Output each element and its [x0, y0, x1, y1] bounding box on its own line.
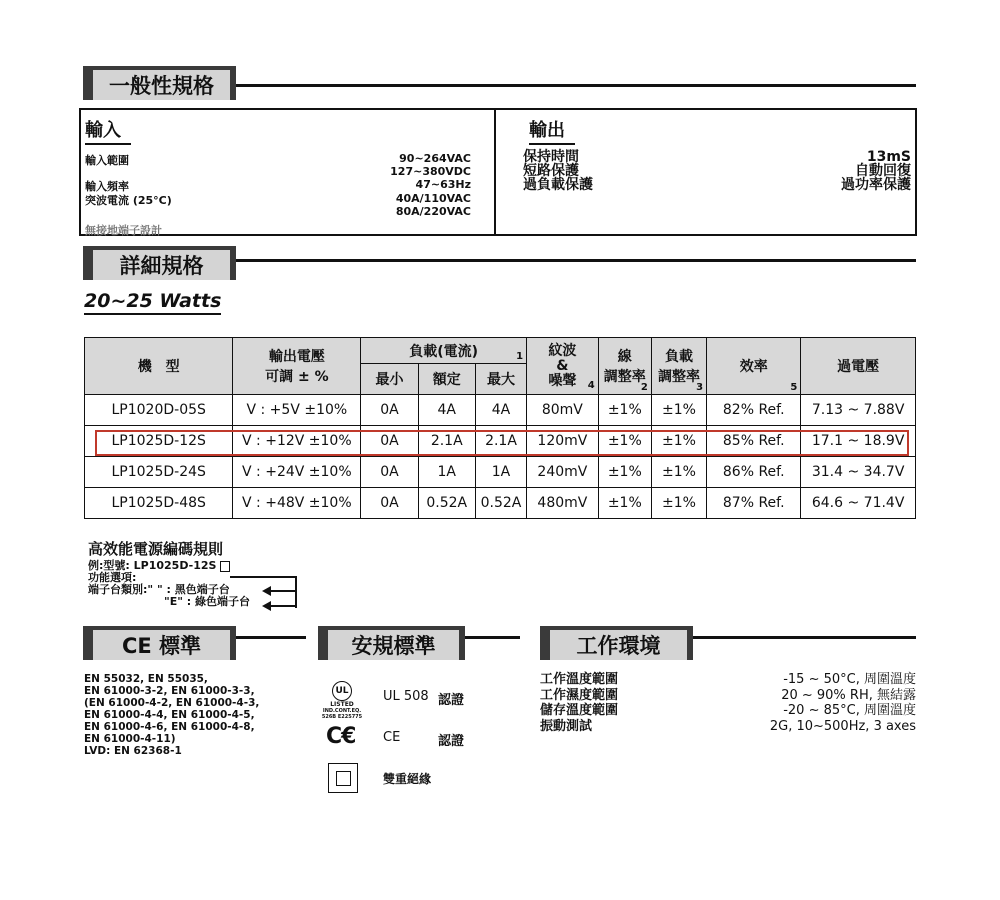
ce-cert: 認證: [438, 734, 465, 749]
table-cell: LP1025D-12S: [85, 426, 233, 457]
section-detail-header: [83, 246, 236, 280]
table-cell: 480mV: [527, 488, 599, 519]
ce-standard-item: LVD: EN 62368-1: [84, 745, 182, 757]
coding-example-text: 例:型號: LP1025D-12S: [88, 559, 217, 572]
arrow-head-1: [262, 586, 271, 596]
table-cell: 0.52A: [475, 488, 526, 519]
input-range-dc: 127~380VDC: [390, 165, 471, 178]
th-voltage: [233, 338, 361, 395]
ul-name: UL 508: [383, 689, 429, 704]
short-protect-value: 自動回復: [855, 163, 911, 179]
section-ce-title: CE 標準: [121, 634, 202, 658]
ul-mark-icon: UL: [332, 681, 352, 701]
table-row: [85, 457, 916, 488]
table-cell: 2.1A: [475, 426, 526, 457]
input-range-label: 輸入範圍: [85, 154, 129, 167]
ce-standard-item: EN 61000-4-6, EN 61000-4-8,: [84, 721, 255, 733]
env-vibration-label: 振動測試: [540, 718, 593, 734]
section-safety-header: [318, 626, 465, 660]
section-ce-header: [83, 626, 236, 660]
th-load-reg: [651, 338, 706, 395]
table-cell: 31.4 ~ 34.7V: [801, 457, 916, 488]
table-cell: 1A: [418, 457, 475, 488]
th-load-note: 1: [516, 351, 524, 363]
table-cell: 87% Ref.: [707, 488, 801, 519]
table-cell: ±1%: [651, 457, 706, 488]
watts-title: 20~25 Watts: [84, 290, 221, 315]
th-ripple-line3: 噪聲: [548, 372, 577, 389]
input-range-values: [390, 152, 471, 178]
ul-logo-line2: IND.CONT.EQ.: [322, 708, 362, 714]
env-op-humidity-label: 工作濕度範圍: [540, 687, 619, 703]
th-ripple-line2: &: [556, 357, 569, 374]
th-line-reg: [598, 338, 651, 395]
table-cell: 86% Ref.: [707, 457, 801, 488]
coding-terminal-e: "E" : 綠色端子台: [164, 595, 251, 608]
table-cell: ±1%: [651, 395, 706, 426]
highlight-row-box: [95, 430, 909, 456]
section-general-title: 一般性規格: [109, 74, 214, 98]
table-cell: 120mV: [527, 426, 599, 457]
section-general-rule: [236, 84, 916, 87]
table-cell: 0.52A: [418, 488, 475, 519]
table-cell: ±1%: [651, 426, 706, 457]
coding-option-box: [220, 561, 230, 572]
th-line-reg-line1: 線: [617, 349, 632, 365]
th-model: 機 型: [85, 338, 233, 395]
table-row: [85, 395, 916, 426]
th-max: 最大: [475, 364, 526, 395]
ul-logo-listed: LISTED: [330, 701, 354, 708]
hold-time-value: 13mS: [866, 149, 911, 165]
section-general-header: [83, 66, 236, 100]
env-storage-temp-label: 儲存溫度範圍: [540, 703, 619, 718]
ul-logo-line3: 526B E225775: [321, 714, 363, 720]
section-ce-rule: [236, 636, 306, 639]
table-cell: 7.13 ~ 7.88V: [801, 395, 916, 426]
inrush-label: 突波電流 (25°C): [85, 194, 172, 207]
table-cell: LP1025D-24S: [85, 457, 233, 488]
th-load-reg-line2: 調整率: [658, 369, 701, 385]
double-insulation-icon: [328, 763, 358, 793]
table-cell: LP1025D-48S: [85, 488, 233, 519]
table-cell: 4A: [475, 395, 526, 426]
ce-standard-item: EN 55032, EN 55035,: [84, 673, 208, 685]
hold-time-label: 保持時間: [523, 149, 579, 165]
th-rated: 額定: [418, 364, 475, 395]
inrush-110: 40A/110VAC: [395, 192, 471, 205]
th-voltage-line1: 輸出電壓: [268, 349, 325, 365]
arrow-line-1: [270, 590, 297, 592]
table-cell: V : +12V ±10%: [233, 426, 361, 457]
section-safety-rule: [465, 636, 520, 639]
ce-mark-icon: C€: [326, 724, 356, 749]
table-cell: ±1%: [598, 395, 651, 426]
th-ripple: [527, 338, 599, 395]
section-safety-title: 安規標準: [351, 634, 436, 658]
arrow-head-2: [262, 601, 271, 611]
table-cell: LP1020D-05S: [85, 395, 233, 426]
section-env-header: [540, 626, 693, 660]
table-cell: V : +24V ±10%: [233, 457, 361, 488]
ul-cert: 認證: [438, 693, 465, 708]
env-op-humidity-value: 20 ~ 90% RH, 無結露: [781, 687, 916, 703]
env-storage-temp-value: -20 ~ 85°C, 周圍溫度: [783, 703, 916, 718]
table-cell: 4A: [418, 395, 475, 426]
table-cell: 0A: [361, 426, 418, 457]
overload-protect-value: 過功率保護: [841, 177, 911, 193]
th-eff-note: 5: [790, 382, 798, 393]
general-spec-box: [79, 108, 917, 236]
table-cell: ±1%: [598, 488, 651, 519]
table-cell: V : +5V ±10%: [233, 395, 361, 426]
table-cell: 0A: [361, 488, 418, 519]
table-cell: 80mV: [527, 395, 599, 426]
input-freq-label: 輸入頻率: [85, 180, 129, 193]
env-values: [770, 672, 916, 734]
section-detail-rule: [236, 259, 916, 262]
general-divider: [494, 110, 496, 234]
ce-standard-item: (EN 61000-4-2, EN 61000-4-3,: [84, 697, 260, 709]
env-op-temp-label: 工作溫度範圍: [540, 672, 619, 687]
overload-protect-label: 過負載保護: [523, 177, 593, 193]
arrow-line-2: [270, 605, 297, 607]
inrush-220: 80A/220VAC: [395, 205, 471, 218]
th-ovp: 過電壓: [801, 338, 916, 395]
table-cell: 0A: [361, 395, 418, 426]
table-cell: 85% Ref.: [707, 426, 801, 457]
section-detail-title: 詳細規格: [119, 254, 204, 278]
th-min: 最小: [361, 364, 418, 395]
ce-standard-item: EN 61000-4-4, EN 61000-4-5,: [84, 709, 255, 721]
th-load: [361, 338, 527, 364]
section-env-rule: [693, 636, 916, 639]
coding-terminal: 端子台類別:" " : 黑色端子台: [88, 583, 230, 596]
th-eff-label: 效率: [739, 359, 768, 375]
coding-title: 高效能電源編碼規則: [88, 540, 224, 558]
th-load-label: 負載(電流): [409, 343, 479, 360]
table-cell: ±1%: [651, 488, 706, 519]
arrow-top: [230, 576, 297, 578]
coding-option: 功能選項:: [88, 571, 137, 584]
inrush-values: [396, 192, 471, 218]
table-cell: 1A: [475, 457, 526, 488]
th-ripple-note: 4: [587, 380, 595, 391]
coding-rule: [88, 538, 250, 608]
ce-standard-item: EN 61000-4-11): [84, 733, 176, 745]
short-protect-label: 短路保護: [523, 163, 579, 179]
input-range-ac: 90~264VAC: [399, 152, 471, 165]
spec-table: [84, 337, 916, 519]
ce-name: CE: [383, 730, 401, 745]
no-ground-note: 無接地端子設計: [85, 224, 162, 237]
th-voltage-line2: 可調 ± %: [265, 369, 329, 385]
table-cell: 2.1A: [418, 426, 475, 457]
ul-logo: [312, 681, 372, 721]
section-env-title: 工作環境: [576, 634, 661, 658]
table-cell: 82% Ref.: [707, 395, 801, 426]
output-values: [841, 150, 911, 192]
th-load-reg-line1: 負載: [665, 349, 694, 365]
ce-standard-item: EN 61000-3-2, EN 61000-3-3,: [84, 685, 255, 697]
table-cell: 17.1 ~ 18.9V: [801, 426, 916, 457]
arrow-vertical: [295, 576, 297, 608]
th-load-reg-note: 3: [696, 382, 704, 393]
ce-standards-list: [84, 673, 259, 757]
table-cell: 0A: [361, 457, 418, 488]
table-row: [85, 488, 916, 519]
input-freq-value: 47~63Hz: [415, 178, 471, 191]
input-title: 輸入: [85, 116, 131, 145]
output-title: 輸出: [529, 116, 575, 145]
env-vibration-value: 2G, 10~500Hz, 3 axes: [769, 718, 916, 734]
th-line-reg-note: 2: [640, 382, 648, 393]
table-cell: 240mV: [527, 457, 599, 488]
table-cell: ±1%: [598, 426, 651, 457]
table-cell: V : +48V ±10%: [233, 488, 361, 519]
th-ripple-line1: 紋波: [548, 342, 577, 359]
table-cell: ±1%: [598, 457, 651, 488]
table-cell: 64.6 ~ 71.4V: [801, 488, 916, 519]
th-eff: [707, 338, 801, 395]
output-labels: [523, 150, 593, 192]
env-labels: [540, 672, 618, 734]
th-line-reg-line2: 調整率: [603, 369, 646, 385]
env-op-temp-value: -15 ~ 50°C, 周圍溫度: [783, 672, 916, 687]
double-insulation-label: 雙重絕緣: [383, 772, 432, 786]
